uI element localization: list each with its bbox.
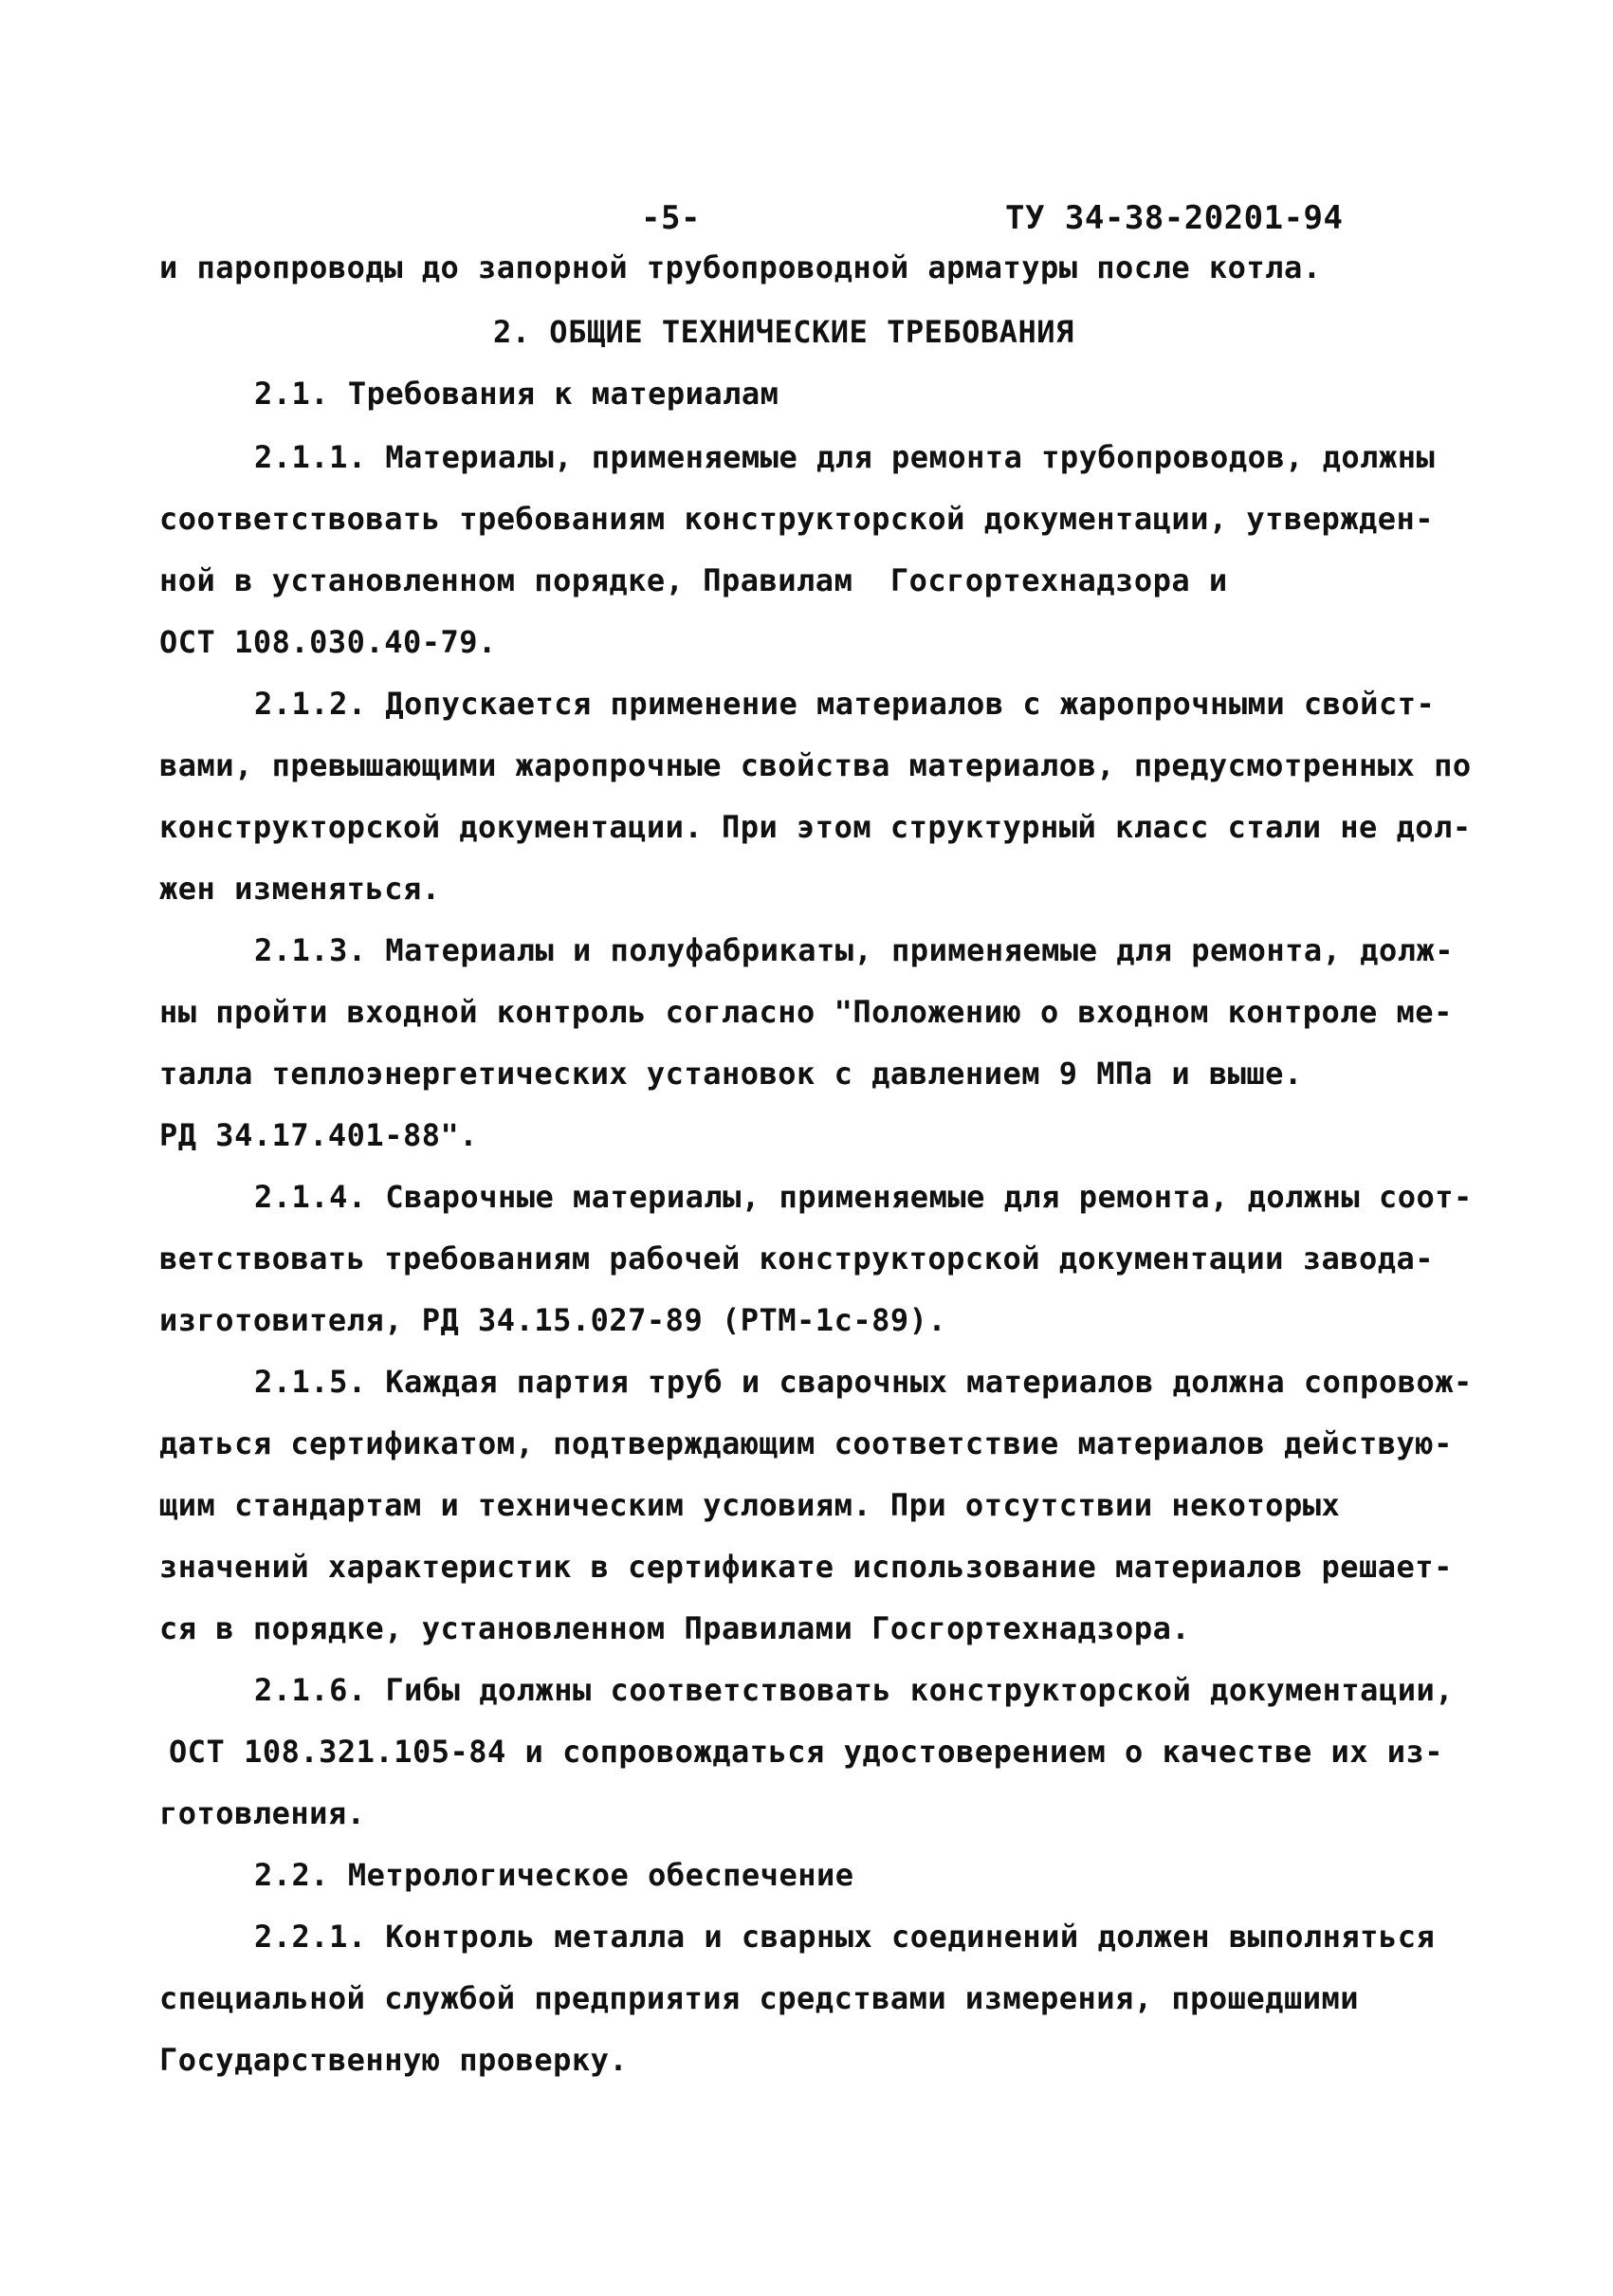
text-line: 2.1.6. Гибы должны соответствовать конструкторской документации,	[254, 1672, 1454, 1708]
text-line: 2.1.1. Материалы, применяемые для ремонта трубопроводов, должны	[254, 439, 1436, 475]
text-line: ны пройти входной контроль согласно "Положению о входном контроле ме-	[159, 994, 1453, 1030]
text-line: ной в установленном порядке, Правилам Госгортехнадзора и	[159, 562, 1228, 598]
text-line: вами, превышающими жаропрочные свойства материалов, предусмотренных по	[159, 747, 1472, 783]
text-line: ОСТ 108.030.40-79.	[159, 624, 497, 660]
text-line: конструкторской документации. При этом структурный класс стали не дол-	[159, 809, 1472, 845]
text-line: значений характеристик в сертификате использование материалов решает-	[159, 1549, 1453, 1585]
text-line: 2.1.2. Допускается применение материалов с жаропрочными свойст-	[254, 686, 1436, 722]
subsection-heading: 2.2. Метрологическое обеспечение	[254, 1857, 854, 1893]
text-line: жен изменяться.	[159, 871, 441, 907]
text-line: 2.1.3. Материалы и полуфабрикаты, применяемые для ремонта, долж-	[254, 932, 1454, 968]
text-line: 2.1.4. Сварочные материалы, применяемые для ремонта, должны соот-	[254, 1179, 1473, 1215]
subsection-heading: 2.1. Требования к материалам	[254, 376, 779, 412]
text-line: 2.2.1. Контроль металла и сварных соединений должен выполняться	[254, 1919, 1436, 1955]
document-code: ТУ 34-38-20201-94	[1005, 199, 1344, 237]
page-number: -5-	[641, 199, 701, 237]
text-line: ся в порядке, установленном Правилами Госгортехнадзора.	[159, 1610, 1191, 1646]
text-line: ОСТ 108.321.105-84 и сопровождаться удостоверением о качестве их из-	[169, 1734, 1444, 1770]
text-line: Государственную проверку.	[159, 2042, 629, 2078]
text-line: РД 34.17.401-88".	[159, 1117, 479, 1153]
text-line: ветствовать требованиям рабочей конструкторской документации завода-	[159, 1240, 1435, 1277]
text-line: даться сертификатом, подтверждающим соответствие материалов действую-	[159, 1425, 1453, 1461]
text-line: специальной службой предприятия средствами измерения, прошедшими	[159, 1980, 1359, 2016]
text-line: талла теплоэнергетических установок с давлением 9 МПа и выше.	[159, 1056, 1303, 1092]
text-line: 2.1.5. Каждая партия труб и сварочных материалов должна сопровож-	[254, 1364, 1473, 1400]
text-line: готовления.	[159, 1795, 366, 1831]
text-line: и паропроводы до запорной трубопроводной арматуры после котла.	[159, 249, 1322, 285]
text-line: соответствовать требованиям конструкторской документации, утвержден-	[159, 501, 1435, 537]
text-line: изготовителя, РД 34.15.027-89 (РТМ-1с-89).	[159, 1302, 947, 1338]
section-heading: 2. ОБЩИЕ ТЕХНИЧЕСКИЕ ТРЕБОВАНИЯ	[493, 314, 1074, 350]
text-line: щим стандартам и техническим условиям. При отсутствии некоторых	[159, 1487, 1341, 1523]
